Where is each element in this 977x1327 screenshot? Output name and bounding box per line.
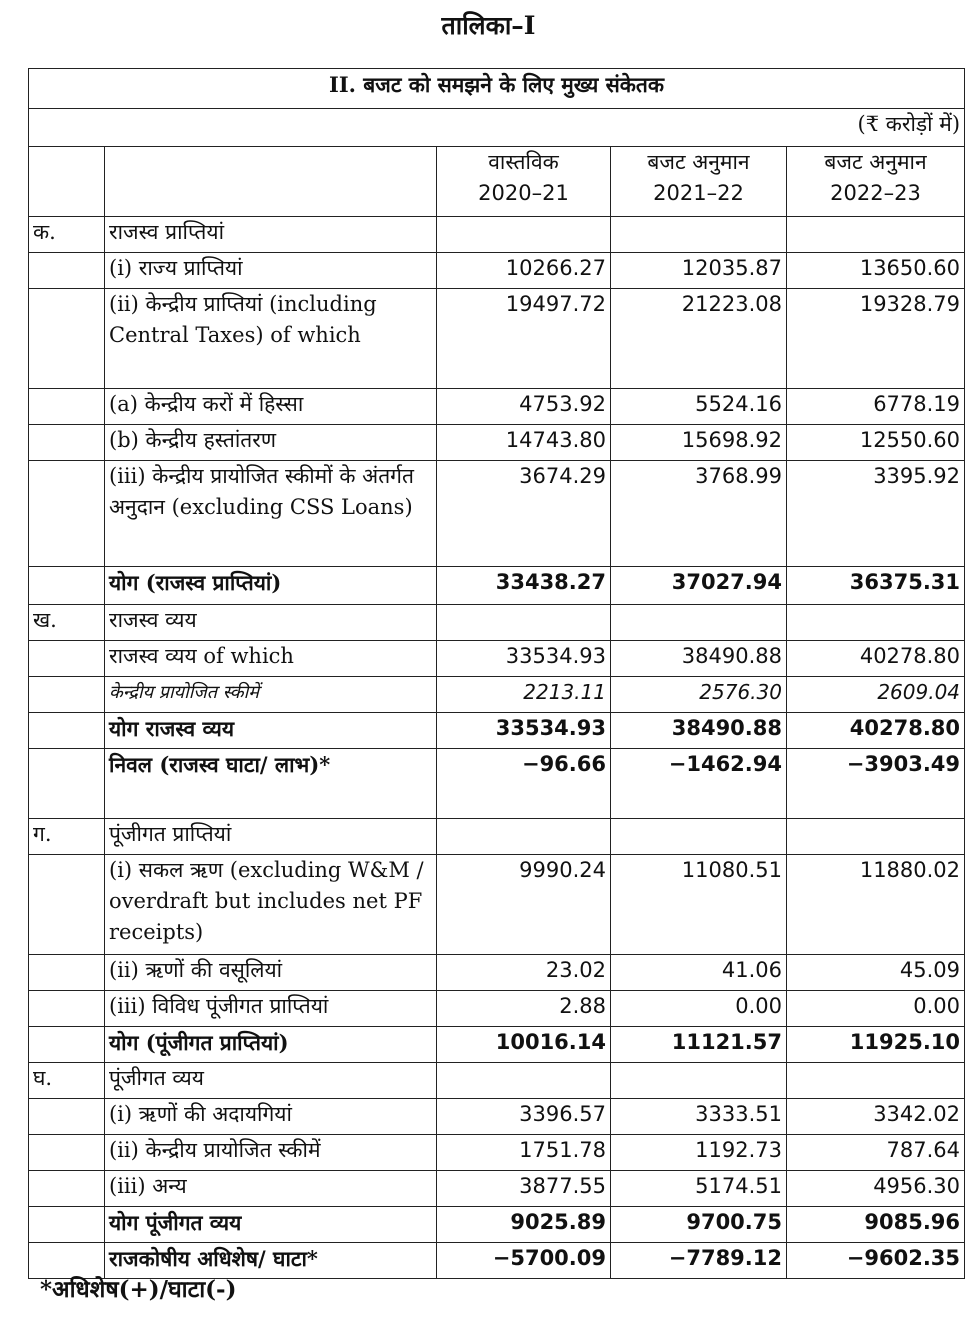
value-cell: 0.00 [787, 991, 965, 1027]
section-marker [29, 991, 105, 1027]
value-cell [611, 819, 787, 855]
value-cell: 12035.87 [611, 253, 787, 289]
column-header-label: वास्तविक [488, 150, 559, 174]
section-marker: ख. [29, 605, 105, 641]
value-cell: 19497.72 [437, 289, 611, 389]
section-marker [29, 461, 105, 567]
section-marker [29, 1135, 105, 1171]
table-heading: II. बजट को समझने के लिए मुख्य संकेतक [29, 69, 965, 109]
table-row [29, 955, 965, 991]
section-marker [29, 389, 105, 425]
header-blank-cell [105, 147, 437, 217]
column-header-be-2021-22 [611, 147, 787, 217]
value-cell: 10266.27 [437, 253, 611, 289]
row-label: पूंजीगत प्राप्तियां [105, 819, 437, 855]
table-row [29, 461, 965, 567]
value-cell: 21223.08 [611, 289, 787, 389]
value-cell: 9990.24 [437, 855, 611, 955]
value-cell: 41.06 [611, 955, 787, 991]
table-row [29, 425, 965, 461]
table-row [29, 855, 965, 955]
unit-row [29, 109, 965, 147]
table-row [29, 605, 965, 641]
table-row [29, 991, 965, 1027]
value-cell: 9025.89 [437, 1207, 611, 1243]
table-row [29, 217, 965, 253]
row-label: (iii) केन्द्रीय प्रायोजित स्कीमों के अंतर्गत अनुदान (excluding CSS Loans) [105, 461, 437, 567]
column-header-label: बजट अनुमान [647, 150, 750, 174]
budget-indicators-table [28, 68, 965, 1279]
row-label: (i) सकल ऋण (excluding W&M / overdraft but includes net PF receipts) [105, 855, 437, 955]
value-cell [437, 819, 611, 855]
value-cell: 4956.30 [787, 1171, 965, 1207]
value-cell: 5174.51 [611, 1171, 787, 1207]
value-cell: 3342.02 [787, 1099, 965, 1135]
section-marker [29, 955, 105, 991]
table-row [29, 1063, 965, 1099]
value-cell: 37027.94 [611, 567, 787, 605]
value-cell: 9085.96 [787, 1207, 965, 1243]
table-row [29, 641, 965, 677]
column-header-year: 2020–21 [478, 181, 569, 205]
value-cell: 2609.04 [787, 677, 965, 713]
value-cell: 36375.31 [787, 567, 965, 605]
value-cell: 40278.80 [787, 713, 965, 749]
value-cell [787, 819, 965, 855]
row-label: राजस्व व्यय of which [105, 641, 437, 677]
value-cell: 5524.16 [611, 389, 787, 425]
value-cell [437, 605, 611, 641]
value-cell: 2213.11 [437, 677, 611, 713]
value-cell: 787.64 [787, 1135, 965, 1171]
value-cell: 33534.93 [437, 641, 611, 677]
value-cell: 23.02 [437, 955, 611, 991]
value-cell [437, 217, 611, 253]
value-cell [611, 605, 787, 641]
section-marker [29, 1099, 105, 1135]
value-cell: 19328.79 [787, 289, 965, 389]
value-cell: −7789.12 [611, 1243, 787, 1279]
value-cell: 13650.60 [787, 253, 965, 289]
value-cell: 3333.51 [611, 1099, 787, 1135]
value-cell: −96.66 [437, 749, 611, 819]
value-cell: 2576.30 [611, 677, 787, 713]
row-label: राजस्व प्राप्तियां [105, 217, 437, 253]
row-label: योग (राजस्व प्राप्तियां) [105, 567, 437, 605]
value-cell [787, 605, 965, 641]
row-label: योग राजस्व व्यय [105, 713, 437, 749]
value-cell: 9700.75 [611, 1207, 787, 1243]
footnote: *अधिशेष(+)/घाटा(-) [40, 1276, 237, 1303]
value-cell: 3674.29 [437, 461, 611, 567]
table-row [29, 253, 965, 289]
row-label: (b) केन्द्रीय हस्तांतरण [105, 425, 437, 461]
table-row [29, 289, 965, 389]
row-label: (a) केन्द्रीय करों में हिस्सा [105, 389, 437, 425]
value-cell: 3396.57 [437, 1099, 611, 1135]
table-heading-row [29, 69, 965, 109]
row-label: (iii) अन्य [105, 1171, 437, 1207]
section-marker [29, 1027, 105, 1063]
section-marker [29, 749, 105, 819]
value-cell: 0.00 [611, 991, 787, 1027]
table-row [29, 819, 965, 855]
table-row [29, 713, 965, 749]
table-row [29, 1099, 965, 1135]
value-cell: 11080.51 [611, 855, 787, 955]
table-row [29, 677, 965, 713]
page-title: तालिका–I [441, 11, 536, 40]
unit-label: (₹ करोड़ों में) [29, 109, 965, 147]
value-cell [611, 217, 787, 253]
table-row [29, 749, 965, 819]
column-header-year: 2022–23 [830, 181, 921, 205]
table-row [29, 1171, 965, 1207]
value-cell: 38490.88 [611, 641, 787, 677]
value-cell: −1462.94 [611, 749, 787, 819]
value-cell: 11880.02 [787, 855, 965, 955]
row-label: (i) ऋणों की अदायगियां [105, 1099, 437, 1135]
value-cell: 15698.92 [611, 425, 787, 461]
value-cell: 1192.73 [611, 1135, 787, 1171]
value-cell: −5700.09 [437, 1243, 611, 1279]
value-cell: 4753.92 [437, 389, 611, 425]
value-cell: −9602.35 [787, 1243, 965, 1279]
table-row [29, 1135, 965, 1171]
value-cell: 12550.60 [787, 425, 965, 461]
value-cell [437, 1063, 611, 1099]
column-header-actual-2020-21 [437, 147, 611, 217]
value-cell: 40278.80 [787, 641, 965, 677]
table-row [29, 567, 965, 605]
section-marker [29, 641, 105, 677]
section-marker [29, 677, 105, 713]
row-label: योग पूंजीगत व्यय [105, 1207, 437, 1243]
row-label: (ii) केन्द्रीय प्रायोजित स्कीमें [105, 1135, 437, 1171]
value-cell: 38490.88 [611, 713, 787, 749]
row-label: निवल (राजस्व घाटा/ लाभ)* [105, 749, 437, 819]
section-marker [29, 1171, 105, 1207]
value-cell: 3395.92 [787, 461, 965, 567]
value-cell: −3903.49 [787, 749, 965, 819]
value-cell [787, 1063, 965, 1099]
section-marker [29, 253, 105, 289]
row-label: केन्द्रीय प्रायोजित स्कीमें [105, 677, 437, 713]
section-marker [29, 425, 105, 461]
value-cell [611, 1063, 787, 1099]
value-cell: 3768.99 [611, 461, 787, 567]
row-label: राजकोषीय अधिशेष/ घाटा* [105, 1243, 437, 1279]
value-cell: 2.88 [437, 991, 611, 1027]
section-marker [29, 713, 105, 749]
column-header-year: 2021–22 [653, 181, 744, 205]
section-marker: ग. [29, 819, 105, 855]
column-header-be-2022-23 [787, 147, 965, 217]
section-marker: घ. [29, 1063, 105, 1099]
column-header-label: बजट अनुमान [824, 150, 927, 174]
value-cell: 14743.80 [437, 425, 611, 461]
value-cell: 3877.55 [437, 1171, 611, 1207]
column-header-row [29, 147, 965, 217]
row-label: राजस्व व्यय [105, 605, 437, 641]
section-marker: क. [29, 217, 105, 253]
section-marker [29, 855, 105, 955]
value-cell: 11121.57 [611, 1027, 787, 1063]
row-label: योग (पूंजीगत प्राप्तियां) [105, 1027, 437, 1063]
section-marker [29, 1207, 105, 1243]
table-row [29, 1027, 965, 1063]
table-row [29, 389, 965, 425]
value-cell: 10016.14 [437, 1027, 611, 1063]
table-row [29, 1207, 965, 1243]
row-label: (ii) ऋणों की वसूलियां [105, 955, 437, 991]
row-label: (i) राज्य प्राप्तियां [105, 253, 437, 289]
value-cell: 33438.27 [437, 567, 611, 605]
value-cell: 45.09 [787, 955, 965, 991]
value-cell: 11925.10 [787, 1027, 965, 1063]
value-cell [787, 217, 965, 253]
row-label: (ii) केन्द्रीय प्राप्तियां (including Central Taxes) of which [105, 289, 437, 389]
value-cell: 1751.78 [437, 1135, 611, 1171]
header-blank-cell [29, 147, 105, 217]
row-label: पूंजीगत व्यय [105, 1063, 437, 1099]
value-cell: 33534.93 [437, 713, 611, 749]
value-cell: 6778.19 [787, 389, 965, 425]
row-label: (iii) विविध पूंजीगत प्राप्तियां [105, 991, 437, 1027]
section-marker [29, 567, 105, 605]
section-marker [29, 289, 105, 389]
